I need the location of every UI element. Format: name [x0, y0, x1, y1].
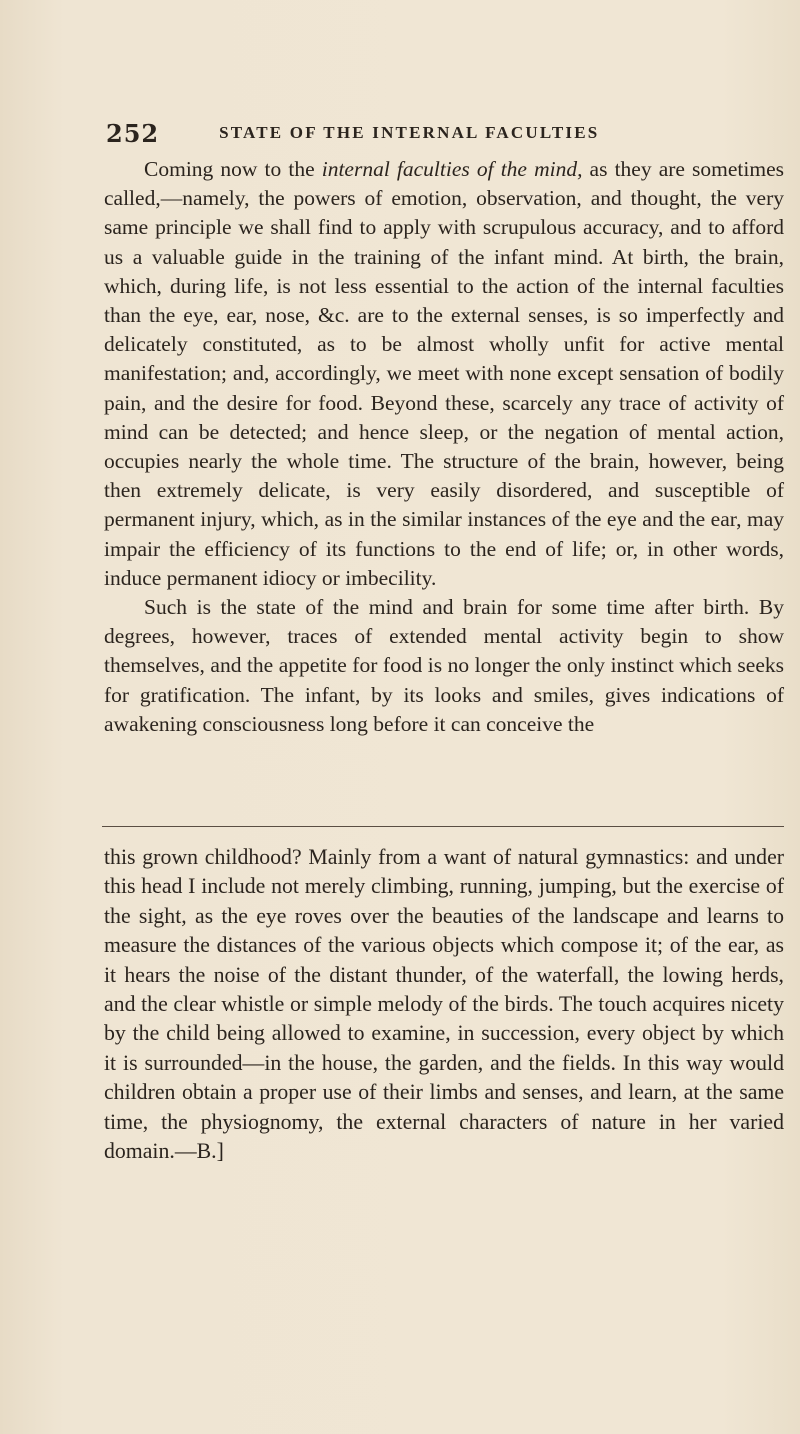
page-header	[106, 118, 786, 148]
paragraph-2: Such is the state of the mind and brain for some time after birth. By degrees, however, traces of extended mental activity begin to show themselves, and the appetite for food is no longer the only instinct which seeks for gratification. The infant, by its looks and smiles, gives indications of awakening consciousness long before it can conceive the	[104, 595, 784, 736]
paragraph-1-italic: internal faculties of the mind,	[321, 157, 583, 181]
paragraph-1-lead: Coming now to the	[144, 157, 322, 181]
paragraph-1	[104, 155, 784, 593]
paragraph-1-rest: as they are sometimes called,—namely, the powers of emotion, observation, and thought, the very same principle we shall find to apply with scrupulous accuracy, and to afford us a valuable guide in the training of the infant mind. At birth, the brain, which, during life, is not less essential to the action of the internal faculties than the eye, ear, nose, &c. are to the external senses, is so imperfectly and delicately constituted, as to be almost wholly unfit for active mental manifestation; and, accordingly, we meet with none except sensation of bodily pain, and the desire for food. Beyond these, scarcely any trace of activity of mind can be detected; and hence sleep, or the negation of mental action, occupies nearly the whole time. The structure of the brain, however, being then extremely delicate, is very easily disordered, and susceptible of permanent injury, which, as in the similar instances of the eye and the ear, may impair the efficiency of its functions to the end of life; or, in other words, induce permanent idiocy or imbecility.	[104, 157, 785, 590]
main-text	[104, 155, 784, 739]
running-head: STATE OF THE INTERNAL FACULTIES	[219, 123, 600, 142]
footnote	[104, 843, 784, 1166]
page-number: 252	[106, 118, 160, 148]
footnote-divider	[102, 826, 784, 827]
footnote-text: this grown childhood? Mainly from a want of natural gymnastics: and under this head I include not merely climbing, running, jumping, but the exercise of the sight, as the eye roves over the beauties of the landscape and learns to measure the distances of the various objects which compose it; of the ear, as it hears the noise of the distant thunder, of the waterfall, the lowing herds, and the clear whistle or simple melody of the birds. The touch acquires nicety by the child being allowed to examine, in succession, every object by which it is surrounded—in the house, the garden, and the fields. In this way would children obtain a proper use of their limbs and senses, and learn, at the same time, the physiognomy, the external characters of nature in her varied domain.—B.]	[104, 845, 784, 1164]
